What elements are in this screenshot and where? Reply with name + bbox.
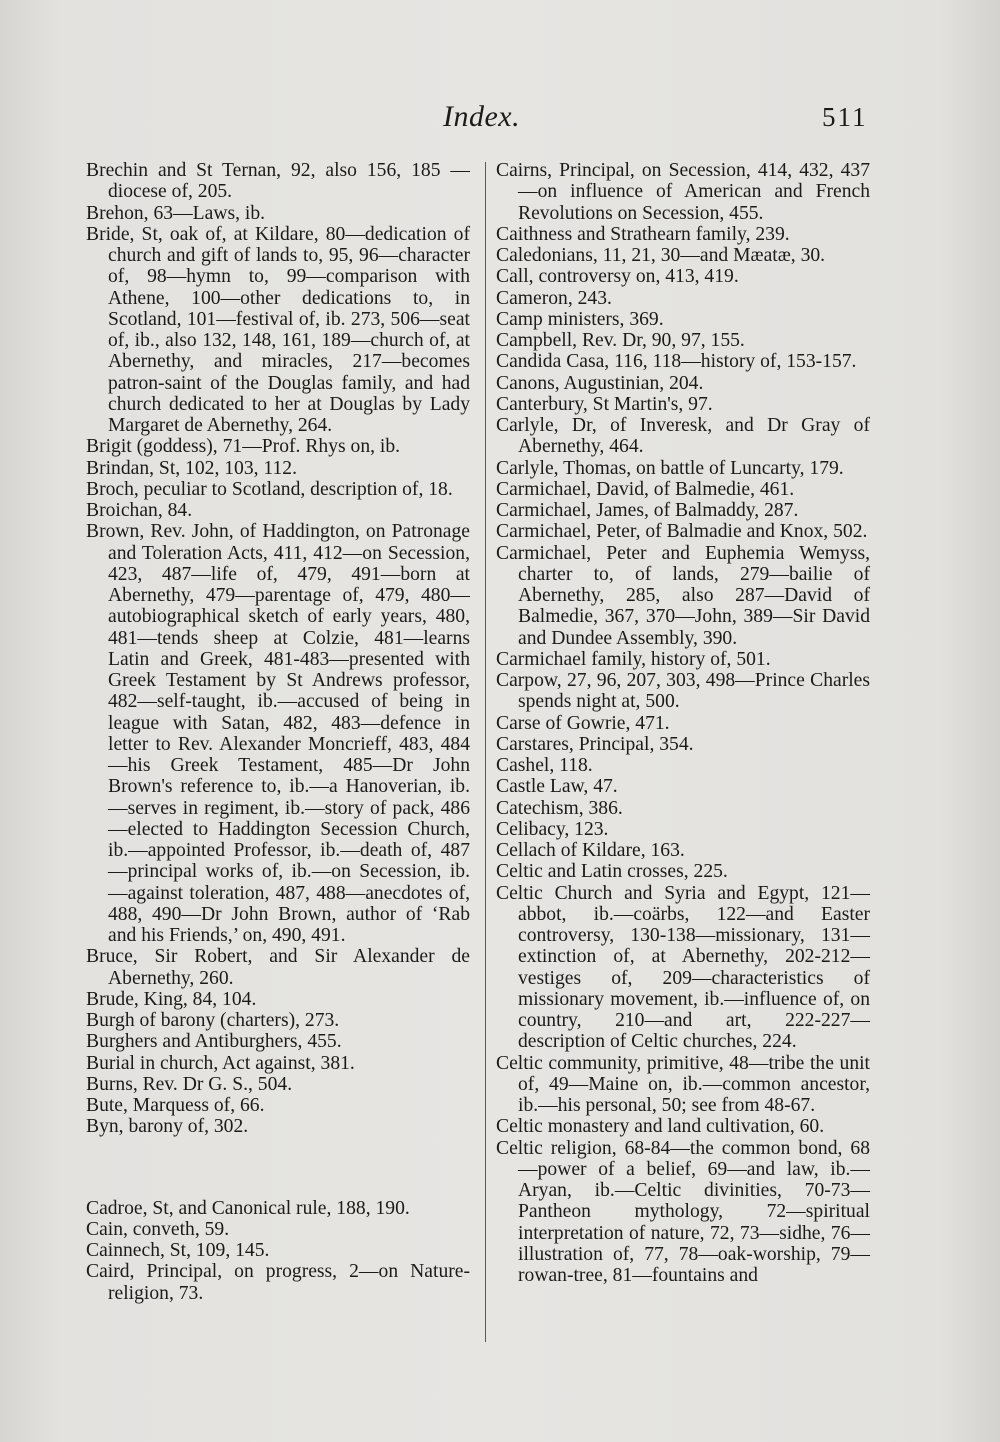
index-column-left <box>86 160 470 1304</box>
index-entry: Burns, Rev. Dr G. S., 504. <box>86 1073 293 1095</box>
index-entry: Carmichael, Peter, of Balmadie and Knox, 502. <box>496 521 868 543</box>
index-entry: Carmichael, James, of Balmaddy, 287. <box>496 500 799 521</box>
index-entry: Bride, St, oak of, at Kildare, 80—dedication of church and gift of lands to, 95, 96—character of, 98—hymn to, 99—comparison with Athene, 100—other dedications to, in Scotland, 101—festival of, ib. 273, 506—seat of, ib., also 132, 148, 161, 189—church of, at Abernethy, and miracles, 217—becomes patron-saint of the Douglas family, and had church dedicated to her at Douglas by Lady Margaret de Abernethy, 264. <box>86 223 470 436</box>
index-entry: Cadroe, St, and Canonical rule, 188, 190. <box>86 1197 410 1219</box>
index-entry: Broichan, 84. <box>86 500 193 521</box>
index-entry: Candida Casa, 116, 118—history of, 153-157. <box>496 351 857 373</box>
index-entry: Carmichael family, history of, 501. <box>496 648 771 670</box>
index-entry: Brown, Rev. John, of Haddington, on Patronage and Toleration Acts, 411, 412—on Secession, 423, 487—life of, 479, 491—born at Abernethy, 479—parentage of, 479, 480—autobiographical sketch of early years, 480, 481—tends sheep at Colzie, 481—learns Latin and Greek, 481-483—presented with Greek Testament by St Andrews professor, 482—self-taught, ib.—accused of being in league with Satan, 482, 483—defence in letter to Rev. Alexander Moncrieff, 483, 484—his Greek Testament, 485—Dr John Brown's reference to, ib.—a Hanoverian, ib.—serves in regiment, ib.—story of pack, 486—elected to Haddington Secession Church, ib.—appointed Professor, ib.—death of, 487—principal works of, ib.—on Secession, ib.—against toleration, 487, 488—anecdotes of, 488, 490—Dr John Brown, author of ‘Rab and his Friends,’ on, 490, 491. <box>86 521 470 946</box>
index-entry: Caledonians, 11, 21, 30—and Mæatæ, 30. <box>496 245 826 266</box>
index-entry: Brindan, St, 102, 103, 112. <box>86 457 297 479</box>
running-head-title: Index. <box>443 100 521 133</box>
running-head <box>0 100 1000 140</box>
index-entry: Brehon, 63—Laws, ib. <box>86 202 266 224</box>
index-entry: Call, controversy on, 413, 419. <box>496 266 739 288</box>
index-entry: Celtic monastery and land cultivation, 60. <box>496 1116 825 1138</box>
index-entry: Campbell, Rev. Dr, 90, 97, 155. <box>496 330 745 351</box>
index-entry: Brechin and St Ternan, 92, also 156, 185 —diocese of, 205. <box>86 160 470 203</box>
index-entry: Brigit (goddess), 71—Prof. Rhys on, ib. <box>86 436 401 458</box>
index-entry: Bute, Marquess of, 66. <box>86 1095 265 1116</box>
index-entry: Celibacy, 123. <box>496 818 609 840</box>
index-entry: Burial in church, Act against, 381. <box>86 1052 355 1074</box>
index-entry: Catechism, 386. <box>496 797 623 819</box>
index-column-right <box>496 160 870 1286</box>
index-entry: Bruce, Sir Robert, and Sir Alexander de Abernethy, 260. <box>86 946 470 989</box>
index-entry: Cashel, 118. <box>496 755 593 776</box>
index-entry: Carmichael, David, of Balmedie, 461. <box>496 478 795 500</box>
index-entry: Cairns, Principal, on Secession, 414, 432, 437—on influence of American and French Revolutions on Secession, 455. <box>496 160 870 224</box>
index-entry: Burgh of barony (charters), 273. <box>86 1010 340 1031</box>
section-gap <box>86 1157 470 1178</box>
index-entry: Carlyle, Dr, of Inveresk, and Dr Gray of Abernethy, 464. <box>496 415 870 458</box>
index-entry: Canons, Augustinian, 204. <box>496 372 704 394</box>
index-entry: Carmichael, Peter and Euphemia Wemyss, charter to, of lands, 279—bailie of Abernethy, 285, also 287—David of Balmedie, 367, 370—John, 389—Sir David and Dundee Assembly, 390. <box>496 542 870 649</box>
index-entry: Carse of Gowrie, 471. <box>496 712 670 734</box>
index-entry: Byn, barony of, 302. <box>86 1116 249 1138</box>
index-entry: Cameron, 243. <box>496 287 612 309</box>
index-entry: Celtic Church and Syria and Egypt, 121—abbot, ib.—coärbs, 122—and Easter controversy, 130-138—missionary, 131—extinction of, at Abernethy, 202-212—vestiges of, 209—characteristics of missionary movement, ib.—influence of, on country, 210—and art, 222-227—description of Celtic churches, 224. <box>496 882 870 1053</box>
index-entry: Carpow, 27, 96, 207, 303, 498—Prince Charles spends night at, 500. <box>496 670 870 713</box>
page-number: 511 <box>822 102 868 132</box>
index-entry: Caithness and Strathearn family, 239. <box>496 223 790 245</box>
index-entry: Camp ministers, 369. <box>496 308 664 330</box>
index-entry: Carstares, Principal, 354. <box>496 733 694 755</box>
index-entry: Cainnech, St, 109, 145. <box>86 1240 270 1262</box>
index-entry: Celtic community, primitive, 48—tribe the unit of, 49—Maine on, ib.—common ancestor, ib.—his personal, 50; see from 48-67. <box>496 1052 870 1116</box>
index-entry: Celtic and Latin crosses, 225. <box>496 861 728 883</box>
index-entry: Canterbury, St Martin's, 97. <box>496 393 713 415</box>
column-divider <box>485 162 486 1342</box>
index-entry: Broch, peculiar to Scotland, description of, 18. <box>86 478 453 500</box>
index-entry: Celtic religion, 68-84—the common bond, 68—power of a belief, 69—and law, ib.—Aryan, ib.—Celtic divinities, 70-73—Pantheon mythology, 72—spiritual interpretation of nature, 72, 73—sidhe, 76—illustration of, 77, 78—oak-worship, 79—rowan-tree, 81—fountains and <box>496 1137 870 1286</box>
index-entry: Carlyle, Thomas, on battle of Luncarty, 179. <box>496 457 844 479</box>
index-entry: Caird, Principal, on progress, 2—on Nature-religion, 73. <box>86 1261 470 1304</box>
index-entry: Brude, King, 84, 104. <box>86 988 257 1010</box>
index-entry: Cellach of Kildare, 163. <box>496 840 685 861</box>
index-entry: Castle Law, 47. <box>496 776 618 798</box>
index-entry: Cain, conveth, 59. <box>86 1218 230 1240</box>
index-entry: Burghers and Antiburghers, 455. <box>86 1031 342 1053</box>
